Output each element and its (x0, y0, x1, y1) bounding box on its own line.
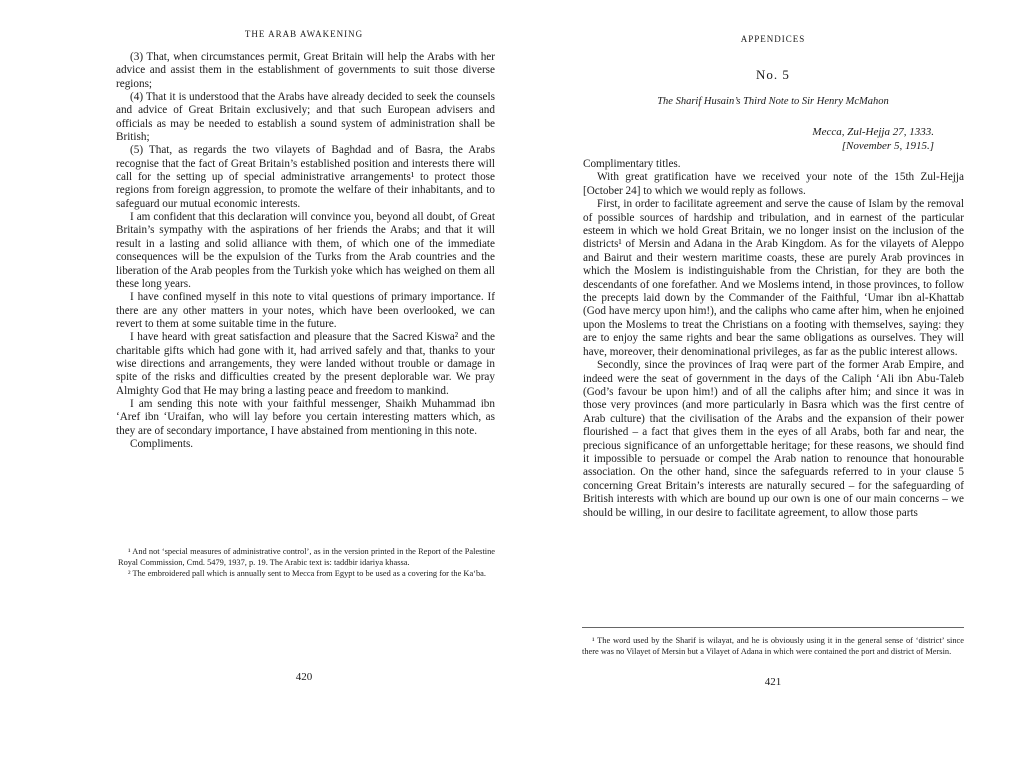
paragraph: I am sending this note with your faithful messenger, Shaikh Muhammad ibn ‘Aref ibn ‘Uraifan, who will lay before you certain interesting matters which, as they are of secondary importance, I have abstained from mentioning in this note. (116, 397, 495, 437)
page-number: 421 (764, 676, 782, 688)
page-number: 420 (295, 671, 313, 683)
paragraph: I have confined myself in this note to vital questions of primary importance. If there are any other matters in your notes, which have been overlooked, we can revert to them at some suitable time in the future. (116, 291, 495, 330)
footnote-rule (582, 627, 964, 628)
paragraph: With great gratification have we received your note of the 15th Zul-Hejja [October 24] to which we would reply as follows. (583, 171, 964, 197)
dateline-place: Mecca, Zul-Hejja 27, 1333. (812, 126, 934, 138)
document-title: The Sharif Husain’s Third Note to Sir Henry McMahon (657, 96, 889, 107)
document-number: No. 5 (756, 67, 790, 82)
paragraph: I have heard with great satisfaction and pleasure that the Sacred Kiswa² and the charitable gifts which had gone with it, had arrived safely and that, thanks to your wise directions and arrangements, they were landed without trouble or damage in spite of the risks and difficulties created by the present deplorable war. We pray Almighty God that He may bring a lasting peace and freedom to mankind. (116, 331, 495, 397)
footnotes (118, 547, 495, 579)
paragraph: Secondly, since the provinces of Iraq were part of the former Arab Empire, and indeed were the seat of government in the days of the Caliph ‘Ali ibn Abu-Taleb (God’s favour be upon him!) and of all the caliphs after him; and since it was in those very provinces (and more particularly in Basra which was the first centre of Arab culture) that the civilisation of the Arabs and the expansion of their power flourished – a fact that gives them in the eyes of all Arabs, both far and near, the precious significance of an unforgettable heritage; for these reasons, we should find it impossible to persuade or compel the Arab nation to renounce that honourable association. On the other hand, since the safeguards referred to in your clause 5 concerning Great Britain’s interests are naturally secured – for the safeguarding of British interests with which are bound up our own is one of our main concerns – we should be willing, in our desire to facilitate agreement, to allow those parts (583, 359, 964, 519)
dateline (812, 125, 934, 153)
dateline-date: [November 5, 1915.] (841, 140, 934, 152)
footnote: ¹ The word used by the Sharif is wilayat, and he is obviously using it in the general sense of ‘district’ since there was no Vilayet of Mersin but a Vilayet of Adana in which were contained the port and district of Mersin. (582, 636, 964, 656)
right-page (582, 0, 964, 766)
left-page (113, 0, 495, 766)
paragraph: First, in order to facilitate agreement and serve the cause of Islam by the removal of possible sources of hardship and tribulation, and in earnest of the particular esteem in which we hold Great Britain, we no longer insist on the inclusion of the districts¹ of Mersin and Adana in the Arab Kingdom. As for the vilayets of Aleppo and Bairut and their western maritime coasts, these are purely Arab provinces in which the Moslem is indistinguishable from the Christian, for they are both the descendants of one forefather. And we Moslems intend, in those provinces, to follow the precepts laid down by the Commander of the Faithful, ‘Umar ibn al-Khattab (God have mercy upon him!), and the caliphs who came after him, when he enjoined upon the Moslems to treat the Christians on a footing with themselves, saying: they are to enjoy the same rights and bear the same obligations as ourselves. They will have, moreover, their denominational privileges, as far as the public interest allows. (583, 198, 964, 358)
running-head: THE ARAB AWAKENING (244, 29, 364, 39)
paragraph: (3) That, when circumstances permit, Great Britain will help the Arabs with her advice and assist them in the establishment of governments to suit those diverse regions; (116, 51, 495, 90)
body-text (583, 158, 964, 520)
paragraph: (5) That, as regards the two vilayets of Baghdad and of Basra, the Arabs recognise that the fact of Great Britain’s established position and interests there will call for the setting up of special administrative arrangements¹ to protect those regions from foreign aggression, to promote the welfare of their inhabitants, and to safeguard our mutual economic interests. (116, 144, 495, 210)
footnotes (582, 636, 964, 658)
paragraph: Complimentary titles. (583, 158, 681, 170)
body-text (116, 51, 495, 451)
paragraph: (4) That it is understood that the Arabs have already decided to seek the counsels and advice of Great Britain exclusively; and that such European advisers and officials as may be needed to establish a sound system of administration shall be British; (116, 91, 495, 144)
running-head: APPENDICES (740, 34, 806, 44)
paragraph: I am confident that this declaration will convince you, beyond all doubt, of Great Britain’s sympathy with the aspirations of her friends the Arabs; and that it will result in a lasting and solid alliance with them, of which one of the immediate consequences will be the expulsion of the Turks from the Arab countries and the liberation of the Arab peoples from the Turkish yoke which has weighed on them all these long years. (116, 211, 495, 290)
footnote: ¹ And not ‘special measures of administrative control’, as in the version printed in the Report of the Palestine Royal Commission, Cmd. 5479, 1937, p. 19. The Arabic text is: taddbir idariya khassa. (118, 547, 495, 567)
footnote: ² The embroidered pall which is annually sent to Mecca from Egypt to be used as a covering for the Ka‘ba. (128, 568, 486, 578)
paragraph: Compliments. (130, 437, 194, 450)
